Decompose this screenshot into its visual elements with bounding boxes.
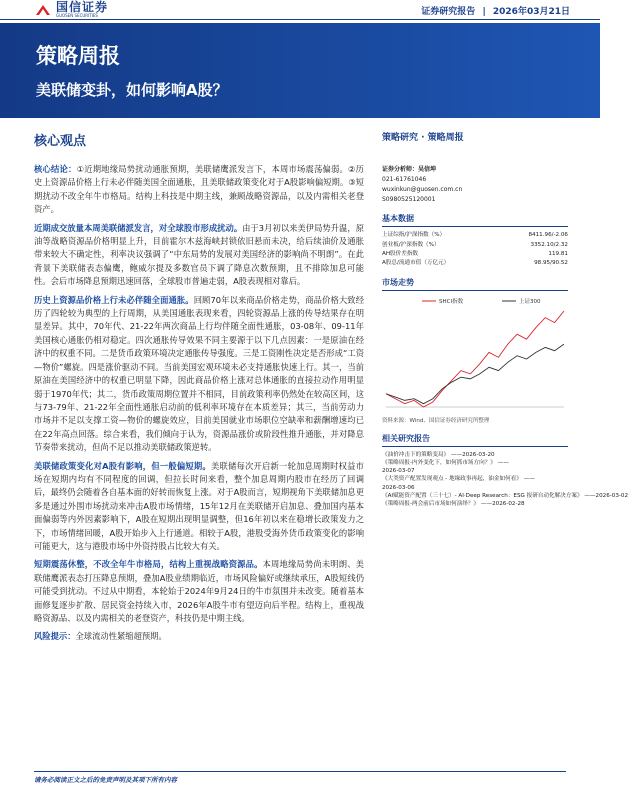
table-cell-value: 8411.96/-2.06 bbox=[528, 232, 568, 239]
analyst-email[interactable]: wuxinkun@guosen.com.cn bbox=[382, 186, 463, 193]
basic-data-table bbox=[382, 231, 568, 269]
analyst-info bbox=[382, 165, 568, 205]
report-title: 策略周报 bbox=[36, 44, 120, 68]
legend-label: 上证300 bbox=[519, 298, 541, 305]
paragraph-text: ①近期地缘局势扰动通胀预期，美联储鹰派发言下，本周市场震荡偏弱。②历史上资源品价格上行未必伴随美国全面通胀，且美联储政策变化对于A股影响偏短期。③短期扰动不改全年牛市格局。结构上科技是中期主线，兼顾战略资源品，以及内需相关老登资产。 bbox=[34, 164, 364, 215]
related-item[interactable]: 《策略周报-内外变化下，如何抓市场方向？》 —— bbox=[382, 459, 509, 466]
series-line-0 bbox=[386, 311, 564, 407]
separator: | bbox=[482, 7, 486, 17]
paragraph-risk bbox=[34, 630, 364, 643]
analyst-phone: 021-61761046 bbox=[382, 176, 427, 183]
analyst-name: 吴信坤 bbox=[418, 166, 437, 173]
main-content bbox=[34, 130, 364, 649]
analyst-license: S0980525120001 bbox=[382, 196, 436, 203]
related-item[interactable]: 《策略周报-两会前后市场如何演绎？》 ——2026-02-28 bbox=[382, 501, 525, 508]
related-list bbox=[382, 451, 628, 509]
table-cell-label: A股总/流通市值（万亿元） bbox=[382, 260, 450, 267]
table-row bbox=[382, 250, 568, 259]
report-date: 2026年03月21日 bbox=[492, 7, 570, 17]
paragraph-outlook bbox=[34, 558, 364, 625]
chart-svg bbox=[382, 295, 568, 415]
logo-text-en: GUOSEN SECURITIES bbox=[56, 12, 98, 18]
sidebar-title: 策略研究 · 策略周报 bbox=[382, 133, 464, 143]
table-cell-value: 3352.10/2.32 bbox=[530, 241, 568, 248]
paragraph-text: 全球流动性紧缩超预期。 bbox=[75, 631, 167, 642]
analyst-label: 证券分析师： bbox=[382, 166, 419, 173]
report-meta bbox=[417, 4, 570, 17]
paragraph-lead: 历史上资源品价格上行未必伴随全面通胀。 bbox=[34, 294, 194, 305]
related-item[interactable]: 《油价冲击下的策略变局》 ——2026-03-20 bbox=[382, 451, 495, 458]
table-row bbox=[382, 240, 568, 249]
paragraph-history bbox=[34, 294, 364, 455]
top-header bbox=[0, 0, 600, 20]
market-trend-chart bbox=[382, 295, 568, 415]
related-item[interactable]: 《AI赋能资产配置（三十七）- AI·Deep Research：ESG 报研自动化解决方案》 ——2026-03-02 bbox=[382, 492, 628, 499]
analyst-line bbox=[382, 165, 568, 175]
section-title: 核心观点 bbox=[34, 134, 87, 149]
paragraph-lead: 短期震荡休整，不改全年牛市格局，结构上重视战略资源品。 bbox=[34, 559, 263, 570]
table-cell-value: 119.81 bbox=[548, 250, 568, 257]
paragraph-lead: 美联储政策变化对A股有影响，但一般偏短期。 bbox=[34, 460, 211, 471]
paragraph-lead: 风险提示： bbox=[34, 631, 76, 642]
series-line-1 bbox=[386, 344, 564, 404]
paragraph-fed bbox=[34, 222, 364, 289]
basic-data-title: 基本数据 bbox=[382, 213, 568, 227]
table-cell-label: 创业板/沪深指数（%） bbox=[382, 241, 440, 248]
sidebar bbox=[382, 130, 628, 509]
related-item: 2026-03-06 bbox=[382, 484, 415, 491]
chart-source: 资料来源：Wind、国信证券经济研究所整理 bbox=[382, 417, 490, 424]
table-cell-label: AH股价差指数 bbox=[382, 250, 419, 257]
related-title: 相关研究报告 bbox=[382, 433, 568, 447]
market-trend-title: 市场走势 bbox=[382, 277, 568, 291]
table-row bbox=[382, 259, 568, 268]
legend-label: SHCI指数 bbox=[439, 298, 464, 305]
logo-text-cn: 国信证券 bbox=[56, 0, 109, 14]
paragraph-lead: 核心结论： bbox=[34, 164, 77, 174]
logo-mark-icon bbox=[34, 2, 52, 16]
company-logo bbox=[34, 0, 108, 18]
paragraph-core bbox=[34, 163, 364, 217]
table-cell-label: 上证综指/沪深指数（%） bbox=[382, 232, 446, 239]
report-type: 证券研究报告 bbox=[421, 7, 476, 17]
footer-disclaimer: 请务必阅读正文之后的免责声明及其项下所有内容 bbox=[34, 771, 566, 784]
paragraph-lead: 近期成交放量本周美联储派发言，对全球股市形成扰动。 bbox=[34, 222, 243, 233]
paragraph-text: 本周地缘局势尚未明朗、美联储鹰派表态打压降息预期，叠加A股业绩期临近，市场风险偏好或继续承压，A股短线仍可能受到扰动。不过从中期看，本轮始于2024年9月24日的牛市氛围并未改变。随着基本面修复逐步扩散、居民资金持续入市，2026年A股牛市有望迈向后半程。结构上，重视战略资源品、以及内需相关的老登资产，科技仍是中期主线。 bbox=[34, 559, 364, 623]
paragraph-text: 美联储每次开启新一轮加息周期时权益市场在短期内均有不同程度的回调，但拉长时间来看，整个加息周期内股市在经历了回调后，最终仍会随着各自基本面的好转而恢复上涨。对于A股而言，短期视角下美联储加息更多是通过外围市场扰动来冲击A股市场情绪，15年12月在美联储开启加息、叠加国内基本面偏弱等内外因素影响下，A股在短期出现明显调整，但16年初以来在稳增长政策发力之下，市场情绪回暖，A股开始步入上行通道。相较于A股，港股受海外货币政策变化的影响可能更大，这与港股市场中外资持股占比较大有关。 bbox=[34, 460, 364, 551]
paragraph-impact bbox=[34, 460, 364, 554]
paragraph-text: 由于3月初以来美伊局势升温，原油等战略资源品价格明显上升，目前霍尔木兹海峡封锁依旧悬而未决，给后续油价及通胀带来较大不确定性，利率决议强调了“中东局势的发展对美国经济的影响尚不明朗”。在此背景下美联储表态偏鹰，鲍威尔提及多数官员下调了降息次数预期，且不排除加息可能性。会后市场降息预期迅速回落，全球股市普遍走弱，A股表现相对靠后。 bbox=[34, 222, 364, 287]
table-row bbox=[382, 231, 568, 240]
related-item: 2026-03-07 bbox=[382, 468, 415, 475]
title-banner bbox=[0, 23, 600, 118]
table-cell-value: 98.95/90.52 bbox=[534, 260, 568, 267]
paragraph-text: 回顾70年以来商品价格走势，商品价格大致经历了四轮较为典型的上行周期，从美国通胀表现来看，四轮资源品上涨的传导结果存在明显差异。其中，70年代、21-22年两次商品上行均伴随全面性通胀，03-08年、09-11年美国核心通胀仍相对稳定。四次通胀传导效果不同主要源于以下几点因素：一是原油在经济中的权重不同。二是货币政策环境决定通胀传导强度。三是工资刚性决定是否形成“工资—物价”螺旋。四是涨价驱动不同。当前美国宏观环境未必支持通胀快速上行。其一，当前原油在美国经济中的权重已明显下降，因此商品价格上涨对总体通胀的直接拉动作用明显弱于1970年代；其二，货币政策周期位置并不相同，目前政策利率仍然处在较高区间，这与73-79年、21-22年全面性通胀启动前的低利率环境存在本质差异；其三，当前劳动力市场并不足以支撑工资—物价的螺旋效应，目前美国就业市场职位空缺率和薪酬增速均已在22年高点回落。综合来看，我们倾向于认为，资源品涨价或阶段性推升通胀，并对降息节奏带来扰动，但尚不足以推动美联储政策逆转。 bbox=[34, 294, 364, 453]
related-item[interactable]: 《大类资产配置发现观点 - 地缘政事再起，油金如何看》 —— bbox=[382, 476, 535, 483]
report-subtitle: 美联储变卦，如何影响A股？ bbox=[36, 81, 228, 99]
